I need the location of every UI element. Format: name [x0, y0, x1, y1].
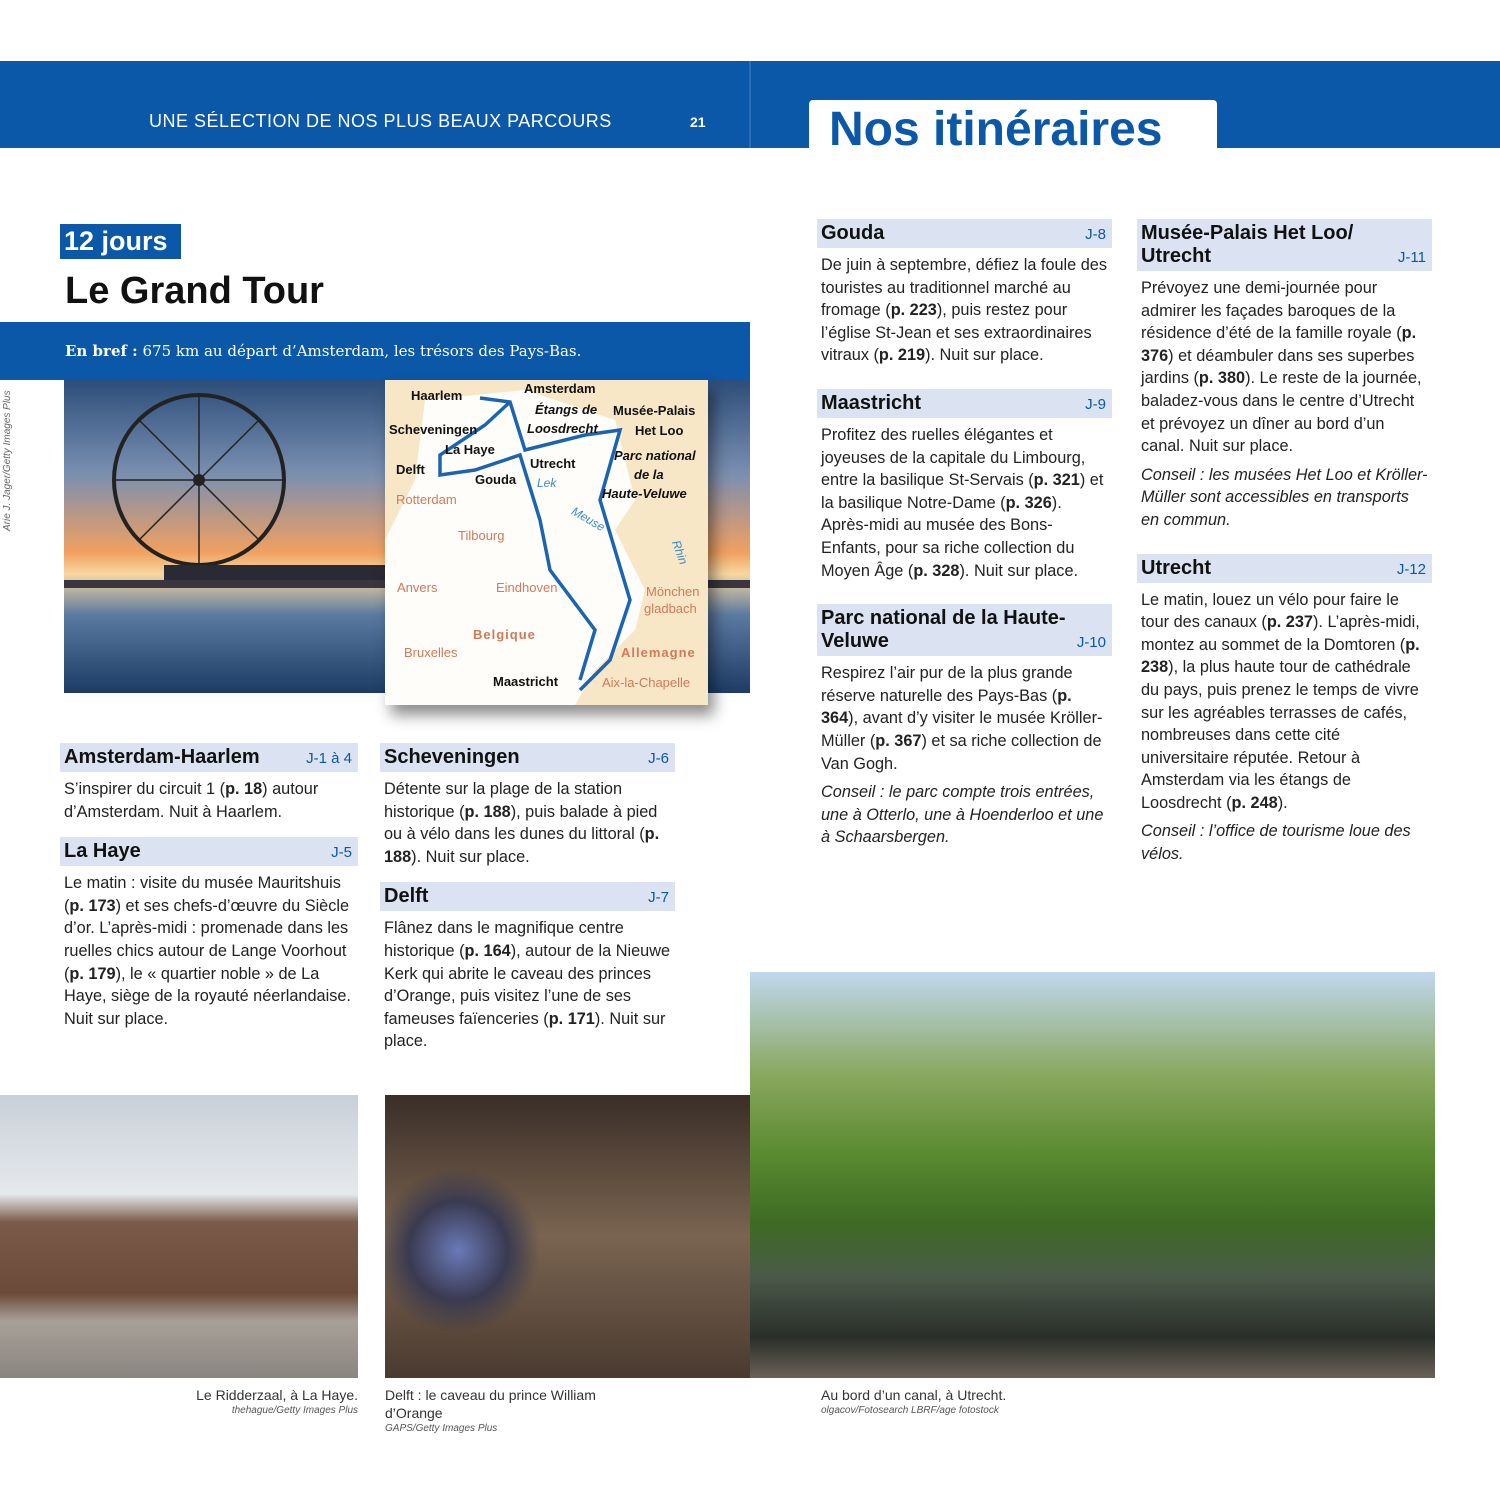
caption-text: Au bord d’un canal, à Utrecht. — [821, 1387, 1007, 1403]
column-3 — [817, 219, 1112, 849]
section-heading — [817, 389, 1112, 418]
map-label: Het Loo — [635, 423, 684, 438]
page-reference: p. 367 — [875, 731, 922, 750]
body-text: S’inspirer du circuit 1 ( — [64, 780, 226, 798]
map-label: Loosdrecht — [527, 421, 598, 436]
section-heading — [817, 604, 1112, 656]
section-body — [380, 772, 675, 868]
map-label: Rhin — [669, 538, 691, 567]
body-text: Prévoyez une demi-journée pour admirer les façades baroques de la résidence d’été de la famille royale ( — [1141, 279, 1402, 343]
brief-bar — [0, 322, 750, 380]
map-label: de la — [634, 467, 664, 482]
column-1 — [60, 743, 358, 1030]
section-name: Delft — [384, 885, 429, 908]
duration-badge: 12 jours — [60, 224, 181, 259]
page-reference: p. 179 — [69, 964, 116, 983]
section-day: J-7 — [648, 889, 669, 907]
brief-label: En bref : — [65, 342, 138, 360]
caption-delft — [385, 1386, 635, 1436]
body-text: ). Nuit sur place. — [959, 561, 1079, 580]
body-text: ). Nuit sur place. — [384, 1009, 666, 1051]
body-text: Le matin, louez un vélo pour faire le tour des canaux ( — [1141, 590, 1399, 632]
photo-credit: thehague/Getty Images Plus — [231, 1405, 358, 1416]
section-tip: Conseil : l’office de tourisme loue des vélos. — [1141, 822, 1411, 864]
section-tab-title: Nos itinéraires — [829, 103, 1163, 156]
section-body — [1137, 271, 1432, 458]
section-heading — [60, 743, 358, 772]
map-label: Scheveningen — [389, 422, 478, 437]
tour-title: Le Grand Tour — [65, 270, 324, 312]
body-text: ). Nuit sur place. — [411, 847, 530, 866]
section-heading — [817, 219, 1112, 248]
section-day: J-10 — [1076, 634, 1106, 652]
map-label: Bruxelles — [404, 645, 458, 660]
body-text: ), le « quartier noble » de La Haye, siège de la royauté néerlandaise. Nuit sur place. — [64, 964, 351, 1028]
body-text: Respirez l’air pur de la plus grande réserve naturelle des Pays-Bas ( — [821, 664, 1073, 705]
map-label: Haarlem — [411, 388, 463, 403]
section-name: Utrecht — [1141, 556, 1212, 579]
section-tip: Conseil : les musées Het Loo et Kröller-Müller sont accessibles en transports en commun. — [1141, 465, 1428, 529]
hero-photo-credit: Arie J. Jager/Getty Images Plus — [2, 390, 13, 531]
photo-credit: GAPS/Getty Images Plus — [385, 1423, 498, 1434]
section-body — [60, 772, 358, 823]
body-text: ), puis restez pour l’église St-Jean et ses extraordinaires vitraux ( — [821, 301, 1092, 365]
section-body — [817, 248, 1112, 367]
photo-utrecht-canal — [750, 972, 1435, 1378]
map-label: La Haye — [445, 442, 495, 457]
section-day: J-11 — [1397, 249, 1426, 266]
caption-text: Delft : le caveau du prince William d’Orange — [385, 1387, 596, 1421]
section-het-loo-utrecht — [1137, 219, 1432, 532]
section-name: Gouda — [821, 222, 885, 244]
section-maastricht — [817, 389, 1112, 582]
section-heading — [1137, 219, 1432, 271]
page-reference: p. 219 — [878, 346, 926, 365]
section-body — [380, 911, 675, 1053]
body-text: ). Après-midi au musée des Bons-Enfants, pour sa riche collection du Moyen Âge ( — [821, 493, 1075, 580]
route-map — [385, 380, 708, 705]
column-4 — [1137, 219, 1432, 866]
page-reference: p. 164 — [464, 941, 511, 960]
body-text: ) et déambuler dans ses superbes jardins ( — [1141, 346, 1415, 388]
photo-delft-tomb — [385, 1095, 750, 1378]
page-reference: p. 237 — [1266, 613, 1313, 632]
body-text: ) autour d’Amsterdam. Nuit à Haarlem. — [64, 780, 319, 821]
page-reference: p. 171 — [548, 1009, 595, 1028]
section-body — [60, 866, 358, 1030]
section-heading — [1137, 554, 1432, 583]
body-text: ). Nuit sur place. — [925, 346, 1044, 365]
section-heading — [380, 743, 675, 772]
body-text: ) et ses chefs-d’œuvre du Siècle d’or. L’après-midi : promenade dans les ruelles chics autour de Lange Voorhout ( — [64, 896, 350, 983]
section-day: J-1 à 4 — [306, 750, 352, 767]
section-tip: Conseil : le parc compte trois entrées, une à Otterlo, une à Hoenderloo et une à Schaarsbergen. — [821, 783, 1104, 847]
photo-credit: olgacov/Fotosearch LBRF/age fotostock — [821, 1405, 999, 1416]
section-amsterdam-haarlem — [60, 743, 358, 823]
page-reference: p. 223 — [890, 301, 937, 320]
page-reference: p. 188 — [384, 825, 660, 866]
section-la-haye — [60, 837, 358, 1030]
page-reference: p. 173 — [69, 896, 116, 915]
map-label: Amsterdam — [524, 381, 596, 396]
map-label: Mönchen — [646, 584, 700, 599]
section-name: La Haye — [64, 840, 141, 863]
map-label: Aix-la-Chapelle — [602, 675, 691, 690]
section-gouda — [817, 219, 1112, 367]
section-heading — [380, 882, 675, 911]
body-text: ), la plus haute tour de cathédrale du pays, puis prenez le temps de vivre sur les agréables terrasses de cafés, nombreuses dans cette cité universitaire réputée. Retour à Amsterdam via les étangs de Loosdrecht ( — [1141, 658, 1419, 812]
map-label: Belgique — [473, 627, 536, 642]
section-delft — [380, 882, 675, 1053]
section-day: J-6 — [648, 750, 669, 767]
map-label: Étangs de — [535, 402, 598, 417]
page-reference: p. 188 — [464, 802, 511, 821]
body-text: Détente sur la plage de la station historique ( — [384, 780, 623, 821]
caption-ridderzaal — [150, 1386, 358, 1418]
page-reference: p. 18 — [225, 780, 263, 798]
brief-text: 675 km au départ d’Amsterdam, les trésors des Pays-Bas. — [137, 342, 582, 360]
map-label: Delft — [396, 462, 425, 477]
body-text: ), avant d’y visiter le musée Kröller-Müller ( — [821, 709, 1103, 750]
page-reference: p. 248 — [1231, 793, 1278, 812]
body-text: Flânez dans le magnifique centre historique ( — [384, 919, 624, 960]
page-number: 21 — [690, 114, 706, 130]
section-utrecht — [1137, 554, 1432, 866]
column-2 — [380, 743, 675, 1053]
map-label: Meuse — [569, 503, 608, 535]
section-body — [817, 656, 1112, 775]
body-text: De juin à septembre, défiez la foule des touristes au traditionnel marché au fromage ( — [821, 256, 1107, 320]
section-name: Maastricht — [821, 391, 922, 414]
body-text: ). Le reste de la journée, baladez-vous dans le centre d’Utrecht et prévoyez un dîner au bord d’un canal. Nuit sur place. — [1141, 369, 1422, 456]
running-title: UNE SÉLECTION DE NOS PLUS BEAUX PARCOURS — [149, 111, 612, 131]
map-label: Parc national — [614, 448, 696, 463]
section-heading — [60, 837, 358, 866]
page-reference: p. 376 — [1141, 324, 1417, 365]
page-reference: p. 364 — [821, 686, 1072, 728]
body-text: ), puis balade à pied ou à vélo dans les dunes du littoral ( — [384, 802, 658, 844]
map-label: Rotterdam — [396, 492, 457, 507]
section-name: Scheveningen — [384, 746, 520, 768]
map-label: Allemagne — [621, 645, 696, 660]
section-name: Amsterdam-Haarlem — [64, 746, 260, 768]
photo-ridderzaal — [0, 1095, 358, 1378]
section-scheveningen — [380, 743, 675, 868]
map-label: gladbach — [644, 601, 697, 616]
section-name: Parc national de la Haute-Veluwe — [821, 607, 1066, 653]
section-name: Musée-Palais Het Loo/ Utrecht — [1141, 222, 1354, 267]
map-label: Tilbourg — [458, 528, 505, 543]
map-label: Haute-Veluwe — [602, 486, 687, 501]
section-body — [1137, 583, 1432, 815]
map-label: Lek — [537, 476, 557, 490]
page-gutter — [749, 61, 751, 148]
map-label: Anvers — [397, 580, 438, 595]
map-label: Musée-Palais — [613, 403, 696, 418]
map-label: Maastricht — [493, 674, 559, 689]
section-body — [817, 418, 1112, 582]
page-reference: p. 321 — [1033, 471, 1080, 490]
body-text: Profitez des ruelles élégantes et joyeuses de la capitale du Limbourg, entre la basilique St-Servais ( — [821, 425, 1086, 490]
body-text: ). L’après-midi, montez au sommet de la Domtoren ( — [1141, 613, 1420, 654]
page-reference: p. 328 — [913, 561, 960, 580]
body-text: ), autour de la Nieuwe Kerk qui abrite le caveau des princes d’Orange, puis visitez l’une de ses fameuses faïenceries ( — [384, 941, 671, 1028]
map-label: Utrecht — [530, 456, 576, 471]
body-text: ) et sa riche collection de Van Gogh. — [821, 731, 1102, 773]
section-haute-veluwe — [817, 604, 1112, 849]
section-day: J-9 — [1085, 395, 1106, 413]
body-text: ). — [1277, 793, 1288, 812]
map-label: Gouda — [475, 472, 517, 487]
body-text: Le matin : visite du musée Mauritshuis ( — [64, 874, 341, 915]
body-text: ) et la basilique Notre-Dame ( — [821, 471, 1104, 512]
page-reference: p. 326 — [1005, 493, 1052, 512]
section-day: J-5 — [331, 844, 352, 862]
page-reference: p. 238 — [1141, 635, 1420, 677]
section-day: J-8 — [1085, 226, 1106, 243]
map-label: Eindhoven — [496, 580, 558, 595]
page-reference: p. 380 — [1198, 369, 1246, 388]
caption-utrecht — [821, 1386, 1121, 1418]
section-day: J-12 — [1396, 560, 1426, 578]
caption-text: Le Ridderzaal, à La Haye. — [196, 1387, 358, 1403]
